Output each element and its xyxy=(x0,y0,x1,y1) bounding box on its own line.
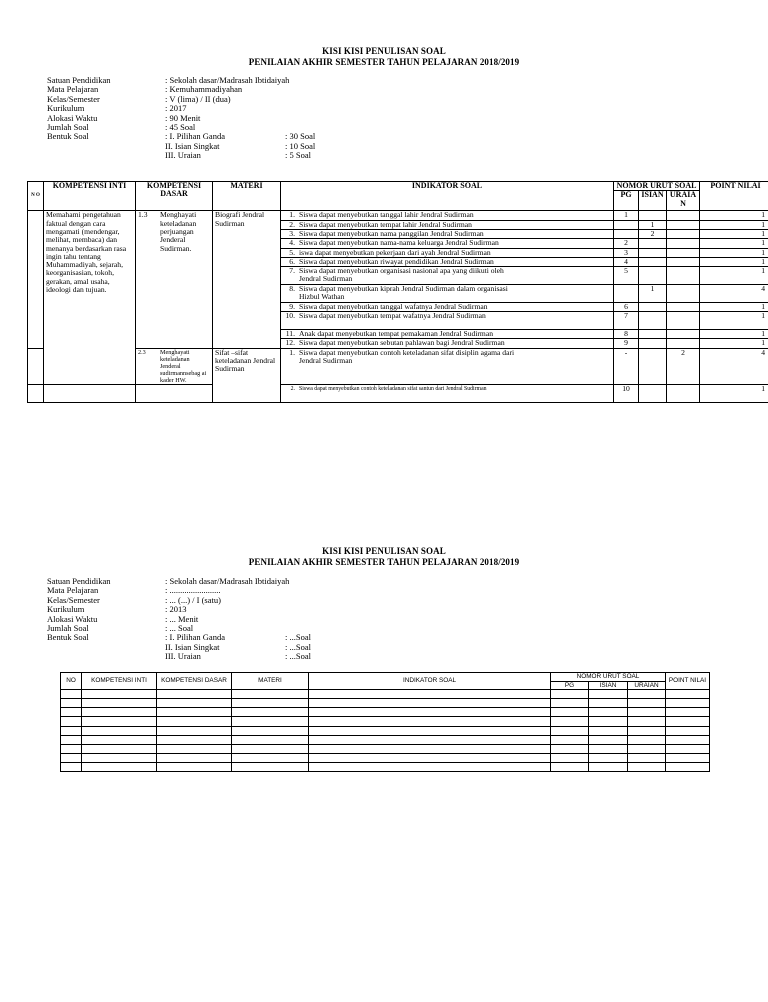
indicator-text: Siswa dapat menyebutkan tanggal lahir Jendral Sudirman xyxy=(299,210,474,220)
empty-cell xyxy=(589,699,628,708)
cell-no xyxy=(28,384,44,402)
empty-cell xyxy=(628,708,666,717)
indicator-number: 6. xyxy=(289,257,295,266)
indicator-number: 2. xyxy=(290,385,295,392)
info-value: : Kemuhammadiyahan xyxy=(165,84,243,95)
empty-cell xyxy=(232,717,309,726)
kd-number: 2.3 xyxy=(138,348,146,356)
header-no: N O xyxy=(28,182,44,211)
indicator-number: 7. xyxy=(289,266,295,276)
info-count: : 10 Soal xyxy=(285,140,316,151)
empty-row xyxy=(61,726,710,735)
info-value: : I. Pilihan Ganda xyxy=(165,632,225,643)
cell-uraian xyxy=(667,257,700,266)
info-row xyxy=(47,132,427,141)
indicator-number: 8. xyxy=(289,284,295,293)
cell-uraian xyxy=(667,220,700,229)
empty-cell xyxy=(232,762,309,771)
cell-uraian: 2 xyxy=(667,348,700,384)
cell-pg: 8 xyxy=(614,330,639,339)
t2-header-indikator-soal: INDIKATOR SOAL xyxy=(309,673,551,690)
empty-cell xyxy=(309,753,551,762)
empty-row xyxy=(61,708,710,717)
empty-row xyxy=(61,753,710,762)
info-count: : ...Soal xyxy=(285,641,311,652)
kompetensi-dasar-cell xyxy=(136,211,213,348)
cell-isian: 1 xyxy=(639,284,667,302)
empty-cell xyxy=(61,699,82,708)
t2-header-uraian: URAIAN xyxy=(628,681,666,690)
indicator-number: 3. xyxy=(289,229,295,238)
empty-cell xyxy=(82,717,157,726)
info-row xyxy=(47,104,427,113)
empty-cell xyxy=(232,690,309,699)
doc2-info-block xyxy=(47,577,427,662)
indicator-text: Siswa dapat menyebutkan tanggal wafatnya Jendral Sudirman xyxy=(299,302,488,311)
cell-point: 4 xyxy=(700,348,768,384)
info-count: : 30 Soal xyxy=(285,131,316,142)
empty-cell xyxy=(589,726,628,735)
info-value: : Sekolah dasar/Madrasah Ibtidaiyah xyxy=(165,576,290,586)
empty-cell xyxy=(628,717,666,726)
empty-cell xyxy=(157,744,232,753)
cell-isian xyxy=(639,239,667,248)
indicator-text-cont: Hizbul Wathan xyxy=(299,292,345,302)
indicator-text: Siswa dapat menyebutkan nama panggilan Jendral Sudirman xyxy=(299,229,484,238)
empty-cell xyxy=(551,717,589,726)
cell-uraian xyxy=(667,248,700,257)
cell-pg: 2 xyxy=(614,239,639,248)
empty-cell xyxy=(666,753,710,762)
cell-uraian xyxy=(667,302,700,311)
empty-cell xyxy=(82,690,157,699)
empty-cell xyxy=(157,708,232,717)
cell-pg: 1 xyxy=(614,211,639,220)
indicator-cell xyxy=(281,312,614,330)
empty-cell xyxy=(551,690,589,699)
info-row xyxy=(47,633,427,642)
empty-cell xyxy=(157,699,232,708)
info-value: II. Isian Singkat xyxy=(165,140,220,151)
info-value: : Sekolah dasar/Madrasah Ibtidaiyah xyxy=(165,75,290,85)
info-label: Kurikulum xyxy=(47,103,85,114)
info-label: Alokasi Waktu xyxy=(47,112,98,123)
info-label: Mata Pelajaran xyxy=(47,84,99,95)
info-row xyxy=(47,624,427,633)
indicator-text: Siswa dapat menyebutkan kiprah Jendral Sudirman dalam organisasi xyxy=(299,284,508,293)
indicator-text: Siswa dapat menyebutkan sebutan pahlawan bagi Jendral Sudirman xyxy=(299,338,505,348)
empty-cell xyxy=(157,726,232,735)
empty-cell xyxy=(157,762,232,771)
empty-cell xyxy=(551,699,589,708)
info-count: : ...Soal xyxy=(285,632,311,643)
cell-pg: 4 xyxy=(614,257,639,266)
empty-row xyxy=(61,717,710,726)
indicator-number: 5. xyxy=(289,248,295,257)
empty-cell xyxy=(232,726,309,735)
empty-cell xyxy=(551,753,589,762)
cell-point: 1 xyxy=(700,211,768,220)
indicator-cell xyxy=(281,248,614,257)
empty-cell xyxy=(309,699,551,708)
empty-cell xyxy=(551,708,589,717)
info-row xyxy=(47,151,427,160)
header-indikator-soal: INDIKATOR SOAL xyxy=(281,182,614,211)
indicator-text: Siswa dapat menyebutkan nama-nama keluarga Jendral Sudirman xyxy=(299,238,499,248)
t2-header-isian: ISIAN xyxy=(589,681,628,690)
doc1-title: KISI KISI PENULISAN SOAL xyxy=(322,46,446,56)
empty-cell xyxy=(61,690,82,699)
header-nomor-urut-soal: NOMOR URUT SOAL xyxy=(614,182,700,191)
cell-pg xyxy=(614,284,639,302)
t2-header-kompetensi-dasar: KOMPETENSI DASAR xyxy=(157,673,232,690)
indicator-text: Siswa dapat menyebutkan contoh keteladanan sifat disiplin agama dari xyxy=(299,348,515,357)
info-label: Satuan Pendidikan xyxy=(47,576,111,586)
t2-header-point-nilai: POINT NILAI xyxy=(666,673,710,690)
indicator-cell xyxy=(281,257,614,266)
materi-cell: Sifat –sifat keteladanan Jendral Sudirman xyxy=(213,348,281,402)
info-value: II. Isian Singkat xyxy=(165,641,220,652)
empty-cell xyxy=(666,699,710,708)
cell-uraian xyxy=(667,384,700,402)
kd-text: Menghayati keteladanan perjuangan Jenderal Sudirman. xyxy=(160,210,197,253)
empty-cell xyxy=(628,744,666,753)
empty-cell xyxy=(309,726,551,735)
info-count: : ...Soal xyxy=(285,651,311,662)
empty-cell xyxy=(157,735,232,744)
cell-no xyxy=(28,348,44,384)
empty-cell xyxy=(628,753,666,762)
info-value: : ... (...) / I (satu) xyxy=(165,594,221,605)
info-value: : ... Menit xyxy=(165,613,199,624)
info-row xyxy=(47,615,427,624)
doc1-kisi-table xyxy=(27,181,768,403)
cell-isian xyxy=(639,384,667,402)
info-row xyxy=(47,95,427,104)
indicator-cell xyxy=(281,348,614,384)
header-kompetensi-dasar: KOMPETENSI DASAR xyxy=(136,182,213,211)
cell-point: 1 xyxy=(700,220,768,229)
cell-isian: 2 xyxy=(639,230,667,239)
t2-header-materi: MATERI xyxy=(232,673,309,690)
header-uraian: URAIA N xyxy=(667,191,700,211)
cell-point: 1 xyxy=(700,384,768,402)
indicator-number: 9. xyxy=(289,302,295,311)
table-row xyxy=(28,384,768,402)
cell-isian xyxy=(639,348,667,384)
cell-pg xyxy=(614,230,639,239)
cell-uraian xyxy=(667,312,700,330)
table-row xyxy=(28,348,768,384)
doc2-kisi-table xyxy=(60,672,710,772)
cell-pg: 5 xyxy=(614,267,639,285)
empty-cell xyxy=(589,708,628,717)
empty-cell xyxy=(551,762,589,771)
cell-point: 1 xyxy=(700,312,768,330)
empty-cell xyxy=(589,690,628,699)
header-isian: ISIAN xyxy=(639,191,667,211)
cell-isian xyxy=(639,248,667,257)
info-row xyxy=(47,142,427,151)
info-label: Jumlah Soal xyxy=(47,121,89,132)
header-point-nilai: POINT NILAI xyxy=(700,182,768,211)
cell-pg: - xyxy=(614,348,639,384)
indicator-cell xyxy=(281,267,614,285)
info-row xyxy=(47,586,427,595)
cell-uraian xyxy=(667,330,700,339)
t2-header-no: NO xyxy=(61,673,82,690)
empty-cell xyxy=(82,762,157,771)
empty-cell xyxy=(589,717,628,726)
cell-point: 1 xyxy=(700,330,768,339)
cell-isian xyxy=(639,302,667,311)
table-row xyxy=(28,211,768,220)
indicator-text-cont: Jendral Sudirman xyxy=(299,355,353,365)
empty-cell xyxy=(232,753,309,762)
empty-cell xyxy=(61,762,82,771)
empty-cell xyxy=(589,735,628,744)
info-row xyxy=(47,643,427,652)
info-value: : ... Soal xyxy=(165,622,194,633)
info-label: Kurikulum xyxy=(47,604,85,615)
cell-point: 1 xyxy=(700,230,768,239)
empty-cell xyxy=(589,762,628,771)
info-row xyxy=(47,605,427,614)
indicator-text: iswa dapat menyebutkan pekerjaan dari ayah Jendral Sudirman xyxy=(299,248,491,257)
empty-cell xyxy=(61,735,82,744)
indicator-number: 2. xyxy=(289,220,295,229)
cell-ki-empty xyxy=(44,384,136,402)
cell-point: 1 xyxy=(700,302,768,311)
info-label: Bentuk Soal xyxy=(47,632,89,643)
info-label: Mata Pelajaran xyxy=(47,585,99,596)
doc1-subtitle: PENILAIAN AKHIR SEMESTER TAHUN PELAJARAN 2018/2019 xyxy=(248,57,520,67)
materi-cell: Biografi Jendral Sudirman xyxy=(213,211,281,348)
empty-cell xyxy=(666,690,710,699)
info-value: III. Uraian xyxy=(165,150,201,161)
empty-cell xyxy=(628,690,666,699)
info-label: Kelas/Semester xyxy=(47,594,100,605)
cell-point: 1 xyxy=(700,257,768,266)
empty-cell xyxy=(628,699,666,708)
info-value: : 90 Menit xyxy=(165,112,201,123)
indicator-number: 12. xyxy=(285,338,295,348)
info-value: : ........................ xyxy=(165,585,221,596)
empty-cell xyxy=(309,762,551,771)
cell-isian xyxy=(639,257,667,266)
info-label: Alokasi Waktu xyxy=(47,613,98,624)
empty-cell xyxy=(232,735,309,744)
cell-point: 1 xyxy=(700,339,768,348)
indicator-number: 1. xyxy=(289,348,295,357)
kompetensi-dasar-empty xyxy=(136,384,213,402)
empty-cell xyxy=(589,753,628,762)
empty-cell xyxy=(628,726,666,735)
header-materi: MATERI xyxy=(213,182,281,211)
t2-header-nomor-urut-soal: NOMOR URUT SOAL xyxy=(551,673,666,682)
empty-row xyxy=(61,744,710,753)
header-kompetensi-inti: KOMPETENSI INTI xyxy=(44,182,136,211)
info-value: : V (lima) / II (dua) xyxy=(165,93,231,104)
indicator-cell xyxy=(281,384,614,402)
cell-pg: 9 xyxy=(614,339,639,348)
indicator-cell xyxy=(281,239,614,248)
info-label: Satuan Pendidikan xyxy=(47,75,111,85)
info-label: Bentuk Soal xyxy=(47,131,89,142)
empty-cell xyxy=(666,744,710,753)
empty-cell xyxy=(551,744,589,753)
indicator-number: 4. xyxy=(289,238,295,248)
info-row xyxy=(47,114,427,123)
indicator-text: Siswa dapat menyebutkan tempat wafatnya Jendral Sudirman xyxy=(299,311,486,321)
kompetensi-dasar-cell xyxy=(136,348,213,384)
info-row xyxy=(47,577,427,586)
empty-cell xyxy=(309,717,551,726)
empty-cell xyxy=(232,708,309,717)
info-row xyxy=(47,123,427,132)
empty-cell xyxy=(82,735,157,744)
doc2-subtitle: PENILAIAN AKHIR SEMESTER TAHUN PELAJARAN 2018/2019 xyxy=(248,557,520,567)
cell-pg: 6 xyxy=(614,302,639,311)
empty-cell xyxy=(82,699,157,708)
empty-cell xyxy=(589,744,628,753)
empty-cell xyxy=(232,744,309,753)
cell-pg: 7 xyxy=(614,312,639,330)
empty-cell xyxy=(666,762,710,771)
empty-cell xyxy=(82,726,157,735)
doc2-title: KISI KISI PENULISAN SOAL xyxy=(322,546,446,556)
cell-isian xyxy=(639,330,667,339)
empty-cell xyxy=(82,744,157,753)
cell-uraian xyxy=(667,230,700,239)
cell-pg xyxy=(614,220,639,229)
empty-cell xyxy=(551,735,589,744)
cell-uraian xyxy=(667,211,700,220)
info-label: Kelas/Semester xyxy=(47,93,100,104)
empty-cell xyxy=(157,753,232,762)
info-value: : 2017 xyxy=(165,103,187,114)
info-row xyxy=(47,652,427,661)
empty-cell xyxy=(61,744,82,753)
empty-row xyxy=(61,735,710,744)
empty-cell xyxy=(666,735,710,744)
cell-pg: 3 xyxy=(614,248,639,257)
t2-header-pg: PG xyxy=(551,681,589,690)
cell-isian xyxy=(639,267,667,285)
cell-isian xyxy=(639,339,667,348)
indicator-cell xyxy=(281,302,614,311)
empty-cell xyxy=(309,735,551,744)
empty-cell xyxy=(666,726,710,735)
empty-cell xyxy=(551,726,589,735)
indicator-cell xyxy=(281,339,614,348)
info-count: : 5 Soal xyxy=(285,150,311,161)
indicator-number: 1. xyxy=(289,210,295,220)
empty-cell xyxy=(82,753,157,762)
empty-cell xyxy=(628,762,666,771)
empty-cell xyxy=(61,753,82,762)
empty-cell xyxy=(309,744,551,753)
cell-uraian xyxy=(667,284,700,302)
header-pg: PG xyxy=(614,191,639,211)
empty-cell xyxy=(61,726,82,735)
cell-point: 1 xyxy=(700,239,768,248)
info-row xyxy=(47,596,427,605)
info-label: Jumlah Soal xyxy=(47,622,89,633)
empty-cell xyxy=(157,690,232,699)
empty-row xyxy=(61,690,710,699)
empty-cell xyxy=(666,708,710,717)
indicator-cell xyxy=(281,220,614,229)
kompetensi-inti-cell: Memahami pengetahuan faktual dengan cara mengamati (mendengar, melihat, membaca) dan menanya berdasarkan rasa ingin tahu tentang Muhammadiyah, sejarah, keorganisasian, tokoh, gerakan, amal usaha, ideologi dan tujuan. xyxy=(44,211,136,384)
kd-number: 1.3 xyxy=(138,210,148,220)
indicator-number: 10. xyxy=(285,311,295,321)
cell-no xyxy=(28,211,44,348)
cell-point: 1 xyxy=(700,248,768,257)
indicator-cell xyxy=(281,330,614,339)
empty-cell xyxy=(61,708,82,717)
info-value: III. Uraian xyxy=(165,651,201,662)
indicator-text: Siswa dapat menyebutkan contoh keteladanan sifat santun dari Jendral Sudirman xyxy=(299,385,487,392)
indicator-text-cont: Jendral Sudirman xyxy=(299,274,353,284)
empty-cell xyxy=(309,690,551,699)
cell-uraian xyxy=(667,339,700,348)
cell-isian xyxy=(639,211,667,220)
empty-cell xyxy=(157,717,232,726)
empty-cell xyxy=(61,717,82,726)
indicator-cell xyxy=(281,284,614,302)
empty-row xyxy=(61,699,710,708)
info-row xyxy=(47,85,427,94)
info-value: : I. Pilihan Ganda xyxy=(165,131,225,142)
empty-cell xyxy=(232,699,309,708)
empty-cell xyxy=(82,708,157,717)
indicator-text: Siswa dapat menyebutkan organisasi nasional apa yang diikuti oleh xyxy=(299,266,504,276)
cell-point: 4 xyxy=(700,284,768,302)
cell-uraian xyxy=(667,239,700,248)
cell-isian xyxy=(639,312,667,330)
cell-pg: 10 xyxy=(614,384,639,402)
indicator-number: 11. xyxy=(285,329,295,339)
doc1-info-block xyxy=(47,76,427,161)
indicator-text: Siswa dapat menyebutkan riwayat pendidikan Jendral Sudirman xyxy=(299,257,494,266)
kd-text: Menghayati keteladanan Jenderal sudirmannsebag ai kader HW. xyxy=(160,348,207,384)
empty-cell xyxy=(309,708,551,717)
empty-cell xyxy=(666,717,710,726)
empty-cell xyxy=(628,735,666,744)
empty-row xyxy=(61,762,710,771)
cell-isian: 1 xyxy=(639,220,667,229)
indicator-cell xyxy=(281,211,614,220)
indicator-text: Anak dapat menyebutkan tempat pemakaman Jendral Sudirman xyxy=(299,329,494,339)
indicator-text: Siswa dapat menyebutkan tempat lahir Jendral Sudirman xyxy=(299,220,472,229)
cell-uraian xyxy=(667,267,700,285)
indicator-cell xyxy=(281,230,614,239)
info-value: : 45 Soal xyxy=(165,121,196,132)
cell-point: 1 xyxy=(700,267,768,285)
t2-header-kompetensi-inti: KOMPETENSI INTI xyxy=(82,673,157,690)
info-value: : 2013 xyxy=(165,604,187,615)
